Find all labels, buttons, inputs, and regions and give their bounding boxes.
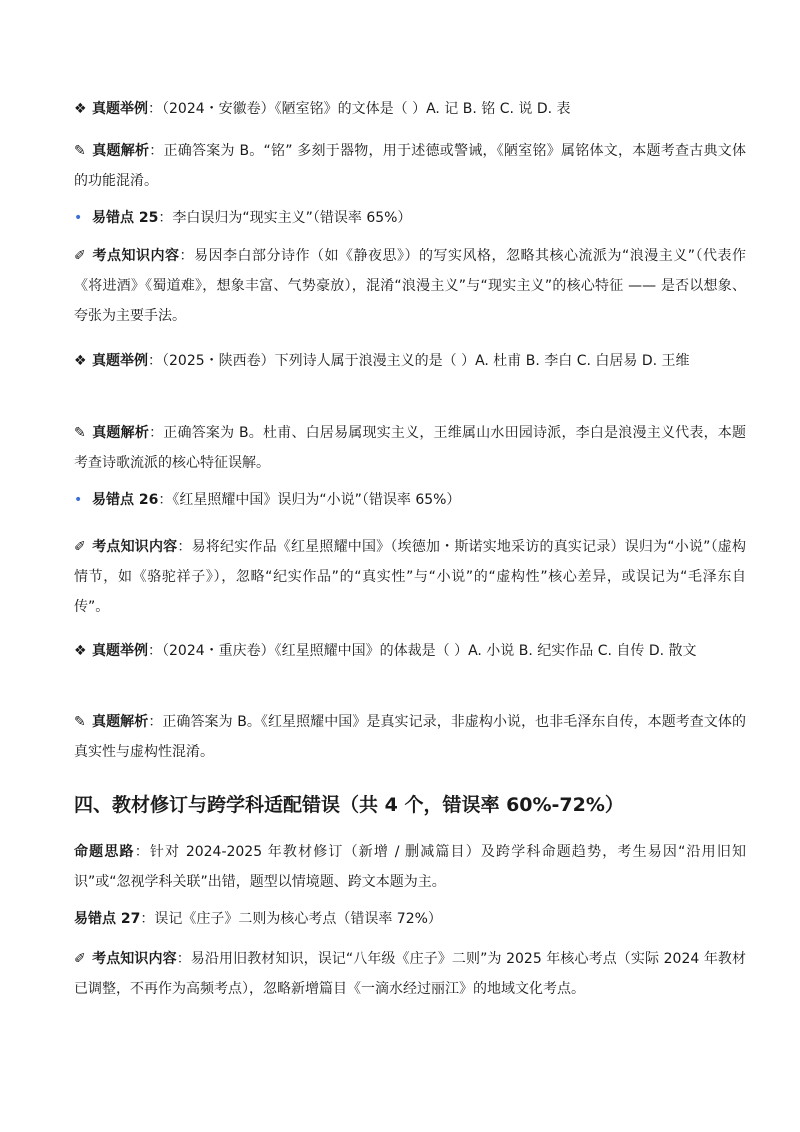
text: ：易将纪实作品《红星照耀中国》（埃德加・斯诺实地采访的真实记录）误归为“小说”（虚构情节，如《骆驼祥子》），忽略“纪实作品”的“真实性”与“小说”的“虚构性”核心差异，或误记为“毛泽东自传”。 (74, 539, 746, 615)
label: 易错点 25 (92, 210, 159, 226)
diamond-icon: ❖ (74, 353, 87, 369)
text: ：易沿用旧教材知识，误记“八年级《庄子》二则”为 2025 年核心考点（实际 2024 年教材已调整，不再作为高频考点），忽略新增篇目《一滴水经过丽江》的地域文化考点。 (74, 951, 747, 997)
label: 真题解析 (92, 714, 149, 730)
text: ：易因李白部分诗作（如《静夜思》）的写实风格，忽略其核心流派为“浪漫主义”（代表作《将进酒》《蜀道难》，想象丰富、气势豪放），混淆“浪漫主义”与“现实主义”的核心特征 —— 是否以想象、夸张为主要手法。 (74, 248, 746, 324)
text: ：正确答案为 B。“铭” 多刻于器物，用于述德或警诫，《陋室铭》属铭体文，本题考查古典文体的功能混淆。 (74, 143, 746, 189)
text: ：正确答案为 B。《红星照耀中国》是真实记录，非虚构小说，也非毛泽东自传，本题考查文体的真实性与虚构性混淆。 (74, 714, 746, 760)
pencil-icon: ✎ (74, 143, 86, 159)
diamond-icon: ❖ (74, 101, 87, 117)
exam-analysis-3 (74, 707, 746, 767)
section-heading: 四、教材修订与跨学科适配错误（共 4 个，错误率 60%-72%） (74, 794, 624, 816)
diamond-icon: ❖ (74, 643, 87, 659)
text: ：（2025・陕西卷）下列诗人属于浪漫主义的是（ ）A. 杜甫 B. 李白 C. 白居易 D. 王维 (148, 353, 690, 369)
exam-analysis-1 (74, 136, 746, 196)
text: ：李白误归为“现实主义”（错误率 65%） (158, 210, 412, 226)
label: 考点知识内容 (92, 248, 180, 264)
label: 易错点 26 (92, 492, 159, 508)
proposition-idea (74, 837, 746, 897)
bullet-icon: • (74, 210, 83, 226)
knowledge-content-27 (74, 944, 746, 1004)
text: ：（2024・安徽卷）《陋室铭》的文体是（ ）A. 记 B. 铭 C. 说 D. 表 (148, 101, 571, 117)
bullet-icon: • (74, 492, 83, 508)
pen-icon: ✐ (74, 539, 86, 555)
pencil-icon: ✎ (74, 714, 86, 730)
pen-icon: ✐ (74, 248, 86, 264)
label: 易错点 27 (74, 911, 141, 927)
exam-example-1 (74, 94, 746, 124)
error-point-25 (92, 203, 742, 233)
label: 真题举例 (92, 643, 148, 659)
text: ：针对 2024-2025 年教材修订（新增 / 删减篇目）及跨学科命题趋势，考生易因“沿用旧知识”或“忽视学科关联”出错，题型以情境题、跨文本题为主。 (74, 844, 747, 890)
knowledge-content-25 (74, 241, 746, 331)
knowledge-content-26 (74, 532, 746, 622)
error-point-27 (74, 904, 746, 934)
label: 考点知识内容 (92, 539, 178, 555)
exam-analysis-2 (74, 418, 746, 478)
text: ：误记《庄子》二则为核心考点（错误率 72%） (140, 911, 442, 927)
exam-example-3 (74, 636, 746, 666)
pen-icon: ✐ (74, 951, 86, 967)
text: ：正确答案为 B。杜甫、白居易属现实主义，王维属山水田园诗派，李白是浪漫主义代表，本题考查诗歌流派的核心特征误解。 (74, 425, 746, 471)
label: 考点知识内容 (92, 951, 177, 967)
error-point-26 (92, 485, 742, 515)
pencil-icon: ✎ (74, 425, 86, 441)
label: 真题解析 (92, 143, 150, 159)
text: ：《红星照耀中国》误归为“小说”（错误率 65%） (158, 492, 461, 508)
exam-example-2 (74, 346, 746, 376)
label: 真题解析 (92, 425, 150, 441)
label: 命题思路 (74, 844, 135, 860)
text: ：（2024・重庆卷）《红星照耀中国》的体裁是（ ）A. 小说 B. 纪实作品 C. 自传 D. 散文 (148, 643, 697, 659)
label: 真题举例 (92, 101, 148, 117)
label: 真题举例 (92, 353, 148, 369)
